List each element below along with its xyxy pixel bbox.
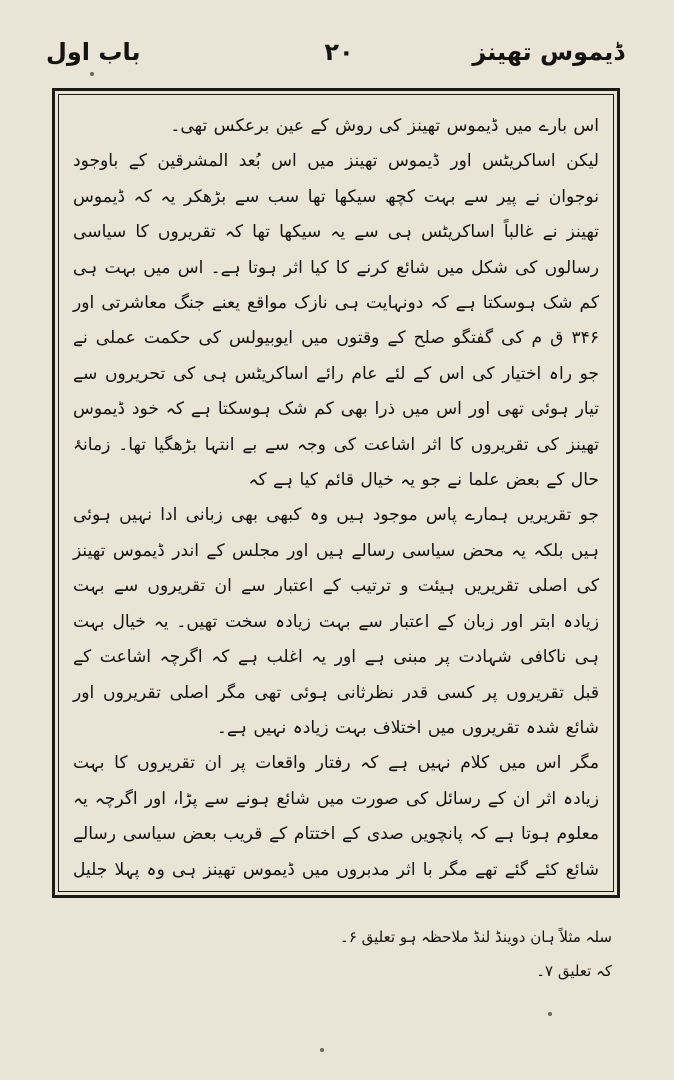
paper-speck — [90, 72, 94, 76]
footnote: سلہ مثلاً ہان دوینڈ لنڈ ملاحظہ ہو تعلیق ۶۔ — [340, 928, 612, 946]
running-title: ڈیموس تھینز — [472, 38, 624, 66]
section-heading: باب اول — [46, 38, 141, 66]
footnote: کہ تعلیق ۷۔ — [536, 962, 612, 980]
body-paragraph: مگر اس میں کلام نہیں ہے کہ رفتار واقعات پر ان تقریروں کا بہت زیادہ اثر ان کے رسائل کی صورت میں شائع ہونے سے پڑا، اور اگرچہ یہ معلوم ہوتا ہے کہ پانچویں صدی کے اختتام کے قریب بعض سیاسی رسالے شائع کئے گئے تھے مگر با اثر مدبروں میں ڈیموس تھینز ہی وہ پہلا جلیل — [73, 753, 599, 880]
text-frame — [52, 88, 620, 898]
body-paragraph: جو تقریریں ہمارے پاس موجود ہیں وہ کبھی بھی زبانی ادا نہیں ہوئی ہیں بلکہ یہ محض سیاسی رسالے ہیں اور مجلس کے اندر ڈیموس تھینز کی اصلی تقریریں ہیئت و ترتیب کے اعتبار سے ان تقریروں سے بہت زیادہ ابتر اور زبان کے اعتبار سے بہت زیادہ سخت تھیں۔ یہ خیال بہت ہی ناکافی شہادت پر مبنی ہے اور یہ اغلب ہے کہ اگرچہ اشاعت کے قبل تقریروں پر کسی قدر نظرثانی ہوئی تھی مگر اصلی تقریروں اور شائع شدہ تقریروں میں اختلاف بہت زیادہ نہیں ہے۔ — [73, 505, 599, 738]
body-paragraph: اس بارے میں ڈیموس تھینز کی روش کے عین برعکس تھی۔ — [170, 116, 599, 136]
paper-speck — [320, 1048, 324, 1052]
body-paragraph: لیکن اساکریٹس اور ڈیموس تھینز میں اس بُعد المشرقین کے باوجود نوجوان نے پیر سے بہت کچھ سیکھا تھا سب سے بڑھکر یہ کہ ڈیموس تھینز نے غالباً اساکریٹس ہی سے یہ سیکھا تھا کہ تقریروں کا سیاسی رسالوں کی شکل میں شائع کرنے کا کیا اثر ہوتا ہے۔ اس میں بہت ہی کم شک ہوسکتا ہے کہ دونہایت ہی نازک مواقع یعنے جنگ معاشرتی اور ۳۴۶ ق م کی گفتگو صلح کے وقتوں میں ایوبیولس کی حکمت عملی نے جو راہ اختیار کی اس کے لئے عام رائے اساکریٹس ہی کی تحریروں سے تیار ہوئی تھی اور اس میں ذرا بھی کم شک ہوسکتا ہے کہ خود ڈیموس تھینز کی تقریروں کا اثر اشاعت کی وجہ سے بے انتہا بڑھگیا تھا۔ زمانۂ حال کے بعض علما نے جو یہ خیال قائم کیا ہے کہ — [73, 151, 599, 491]
page-number: ۲۰ — [324, 38, 354, 66]
body-text — [73, 109, 599, 898]
page-header — [40, 28, 638, 84]
footnotes — [60, 920, 612, 988]
paper-speck — [548, 1012, 552, 1016]
